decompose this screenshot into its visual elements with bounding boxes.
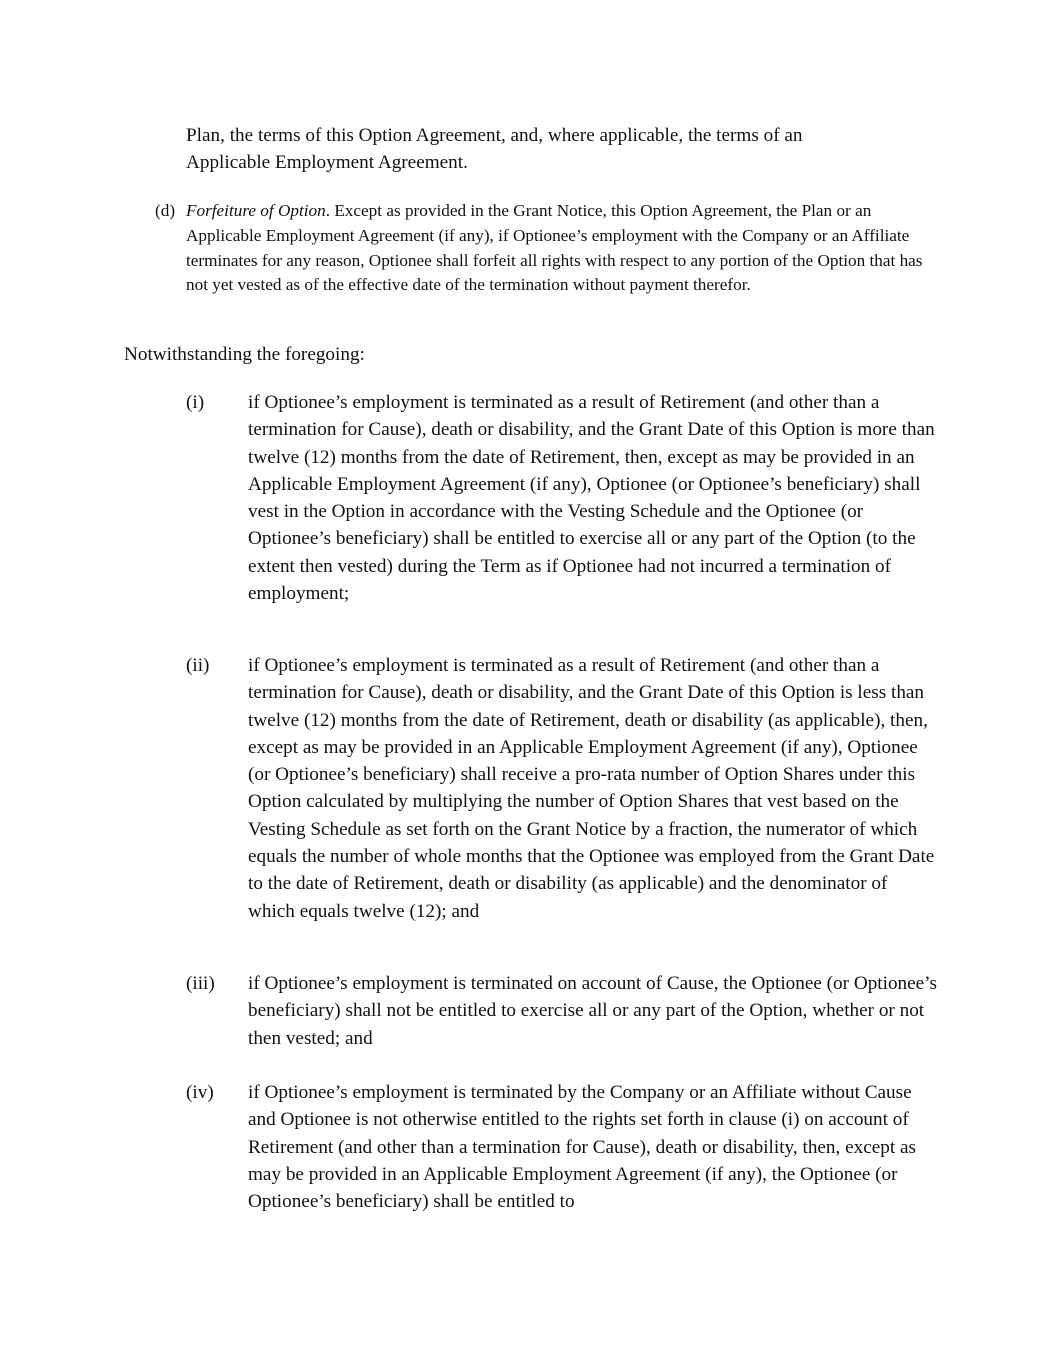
- clause-text: if Optionee’s employment is terminated on account of Cause, the Optionee (or Optionee’s beneficiary) shall not be entitled to exercise all or any part of the Option, whether or not then vested; and: [248, 973, 937, 1049]
- clause-label: (iv): [186, 1082, 214, 1103]
- clause-text: if Optionee’s employment is terminated by the Company or an Affiliate without Cause and Optionee is not otherwise entitled to the rights set forth in clause (i) on account of Retirement (and other than a termination for Cause), death or disability, then, except as may be provided in an Applicable Employment Agreement (if any), the Optionee (or Optionee’s beneficiary) shall be entitled to: [248, 1082, 916, 1213]
- clause-iv: [186, 1079, 946, 1215]
- subsection-d: [155, 199, 935, 298]
- clause-text: if Optionee’s employment is terminated as a result of Retirement (and other than a termination for Cause), death or disability, and the Grant Date of this Option is less than twelve (12) months from the date of Retirement, death or disability (as applicable), then, except as may be provided in an Applicable Employment Agreement (if any), Optionee (or Optionee’s beneficiary) shall receive a pro-rata number of Option Shares under this Option calculated by multiplying the number of Option Shares that vest based on the Vesting Schedule as set forth on the Grant Notice by a fraction, the numerator of which equals the number of whole months that the Optionee was employed from the Grant Date to the date of Retirement, death or disability (as applicable) and the denominator of which equals twelve (12); and: [248, 655, 935, 922]
- clause-text: if Optionee’s employment is terminated as a result of Retirement (and other than a termination for Cause), death or disability, and the Grant Date of this Option is more than twelve (12) months from the date of Retirement, then, except as may be provided in an Applicable Employment Agreement (if any), Optionee (or Optionee’s beneficiary) shall vest in the Option in accordance with the Vesting Schedule and the Optionee (or Optionee’s beneficiary) shall be entitled to exercise all or any part of the Option (to the extent then vested) during the Term as if Optionee had not incurred a termination of employment;: [248, 392, 935, 605]
- clause-i: [186, 389, 946, 607]
- clause-label: (iii): [186, 973, 215, 994]
- notwithstanding-line: Notwithstanding the foregoing:: [124, 344, 365, 365]
- subsection-d-label: (d): [155, 201, 176, 220]
- clause-ii: [186, 652, 946, 925]
- subsection-d-body-container: [186, 199, 935, 298]
- lead-paragraph: Plan, the terms of this Option Agreement, and, where applicable, the terms of an Applicable Employment Agreement.: [186, 125, 803, 174]
- clause-iii: [186, 970, 946, 1052]
- subsection-d-heading: Forfeiture of Option: [186, 201, 326, 220]
- clause-label: (ii): [186, 655, 210, 676]
- clause-label: (i): [186, 392, 205, 413]
- subsection-d-text: . Except as provided in the Grant Notice, this Option Agreement, the Plan or an Applicable Employment Agreement (if any), if Optionee’s employment with the Company or an Affiliate terminates for any reason, Optionee shall forfeit all rights with respect to any portion of the Option that has not yet vested as of the effective date of the termination without payment therefor.: [186, 201, 923, 295]
